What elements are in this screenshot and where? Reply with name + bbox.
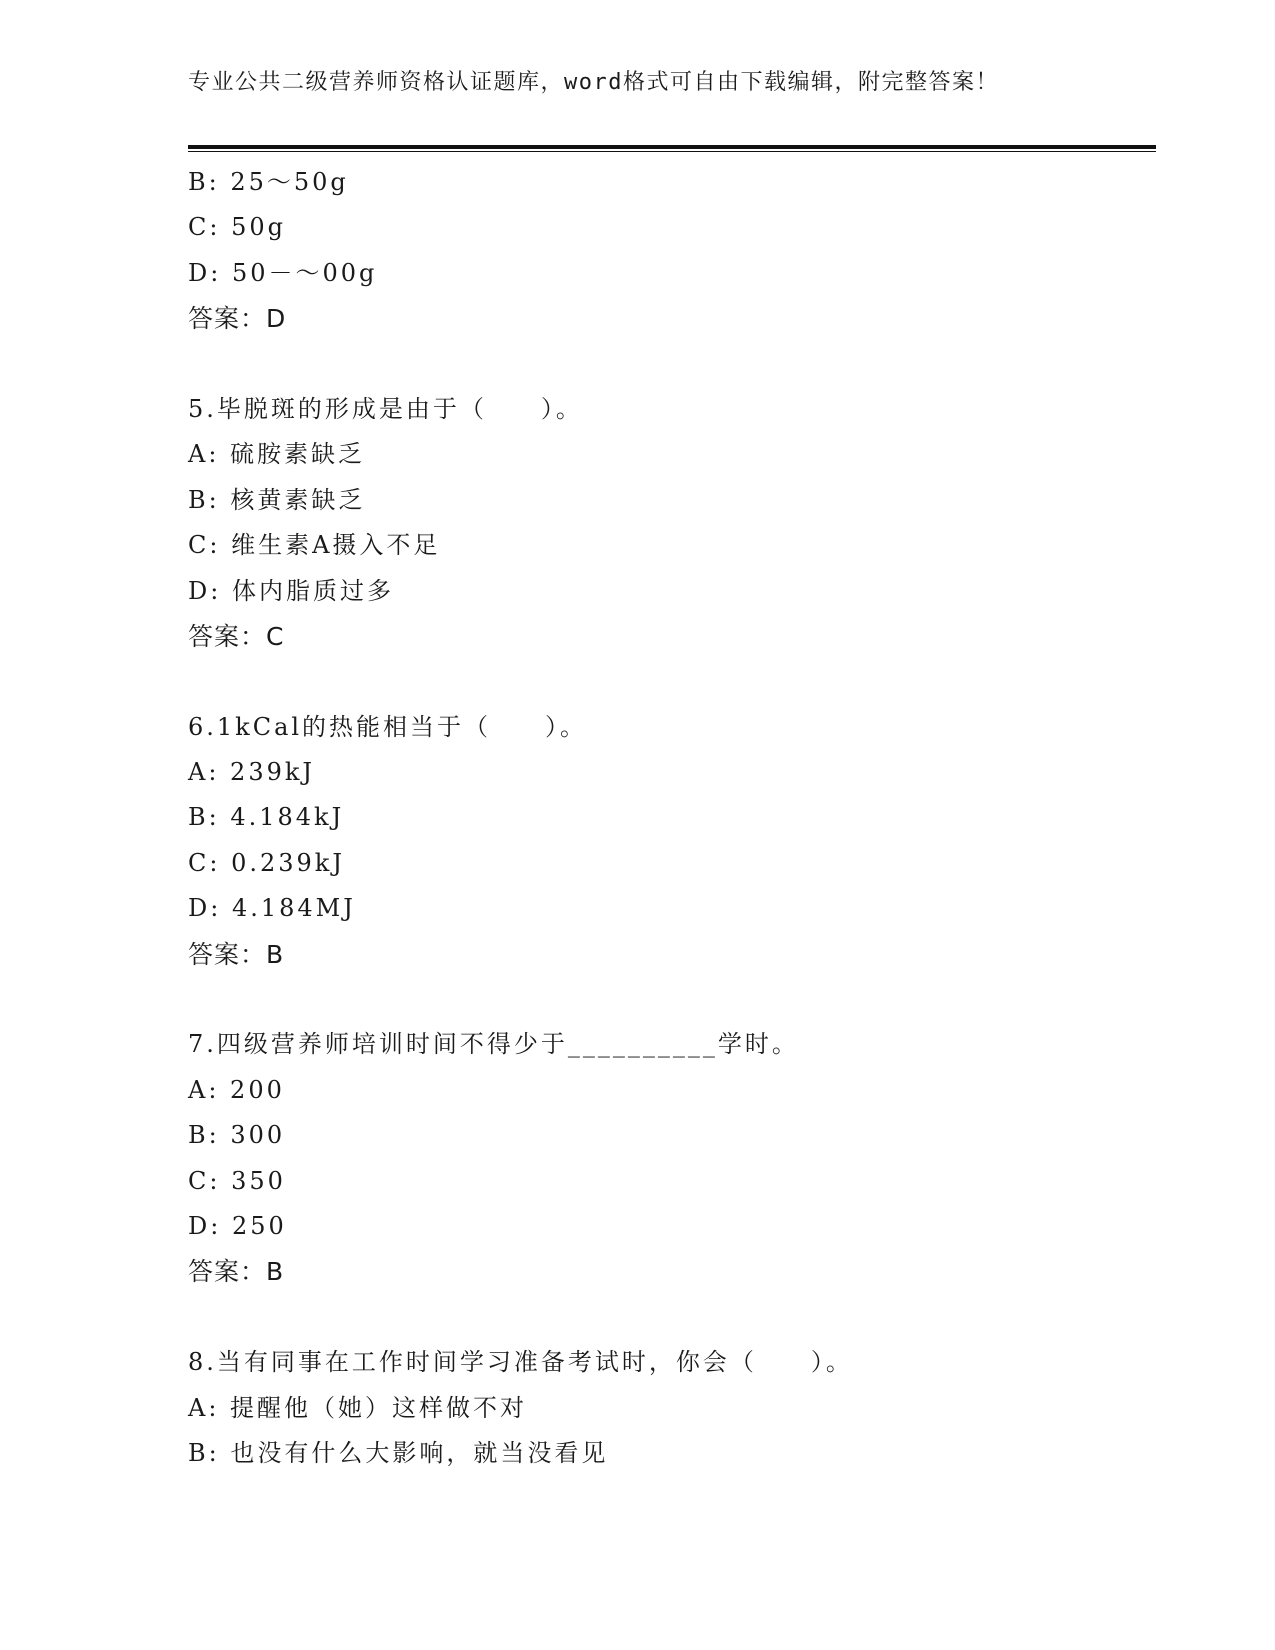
option-line: C: 0.239kJ bbox=[188, 848, 345, 877]
spacer bbox=[188, 659, 1148, 704]
option-line: D: 50－～00g bbox=[188, 258, 378, 287]
question-list bbox=[188, 160, 1148, 1476]
option-line: C: 350 bbox=[188, 1166, 286, 1195]
option-line: B: 也没有什么大影响，就当没看见 bbox=[188, 1438, 609, 1467]
page-header: 专业公共二级营养师资格认证题库，word格式可自由下载编辑，附完整答案！ bbox=[188, 70, 999, 95]
option-line: D: 体内脂质过多 bbox=[188, 576, 394, 605]
answer-line: 答案：C bbox=[188, 621, 285, 651]
option-line: A: 提醒他（她）这样做不对 bbox=[188, 1393, 528, 1422]
option-line: D: 250 bbox=[188, 1211, 287, 1240]
option-line: A: 239kJ bbox=[188, 758, 316, 787]
question-text: 6.1kCal的热能相当于（ ）。 bbox=[188, 712, 588, 741]
question-text: 8.当有同事在工作时间学习准备考试时，你会（ ）。 bbox=[188, 1348, 853, 1377]
question-text: 5.毕脱斑的形成是由于（ ）。 bbox=[188, 394, 583, 423]
option-line: A: 硫胺素缺乏 bbox=[188, 440, 366, 469]
question-text: 7.四级营养师培训时间不得少于__________学时。 bbox=[188, 1030, 799, 1059]
option-line: B: 25～50g bbox=[188, 168, 349, 196]
spacer bbox=[188, 342, 1148, 387]
answer-line: 答案：B bbox=[188, 1257, 285, 1287]
option-line: B: 核黄素缺乏 bbox=[188, 485, 366, 514]
spacer bbox=[188, 1295, 1148, 1340]
option-line: B: 300 bbox=[188, 1121, 286, 1150]
option-line: D: 4.184MJ bbox=[188, 894, 356, 923]
answer-line: 答案：D bbox=[188, 304, 287, 334]
option-line: C: 维生素A摄入不足 bbox=[188, 531, 441, 560]
header-rule-thick bbox=[188, 145, 1156, 149]
option-line: B: 4.184kJ bbox=[188, 803, 345, 832]
option-line: A: 200 bbox=[188, 1075, 285, 1104]
spacer bbox=[188, 977, 1148, 1022]
answer-line: 答案：B bbox=[188, 939, 285, 969]
option-line: C: 50g bbox=[188, 213, 286, 242]
header-rule-thin bbox=[188, 151, 1156, 152]
